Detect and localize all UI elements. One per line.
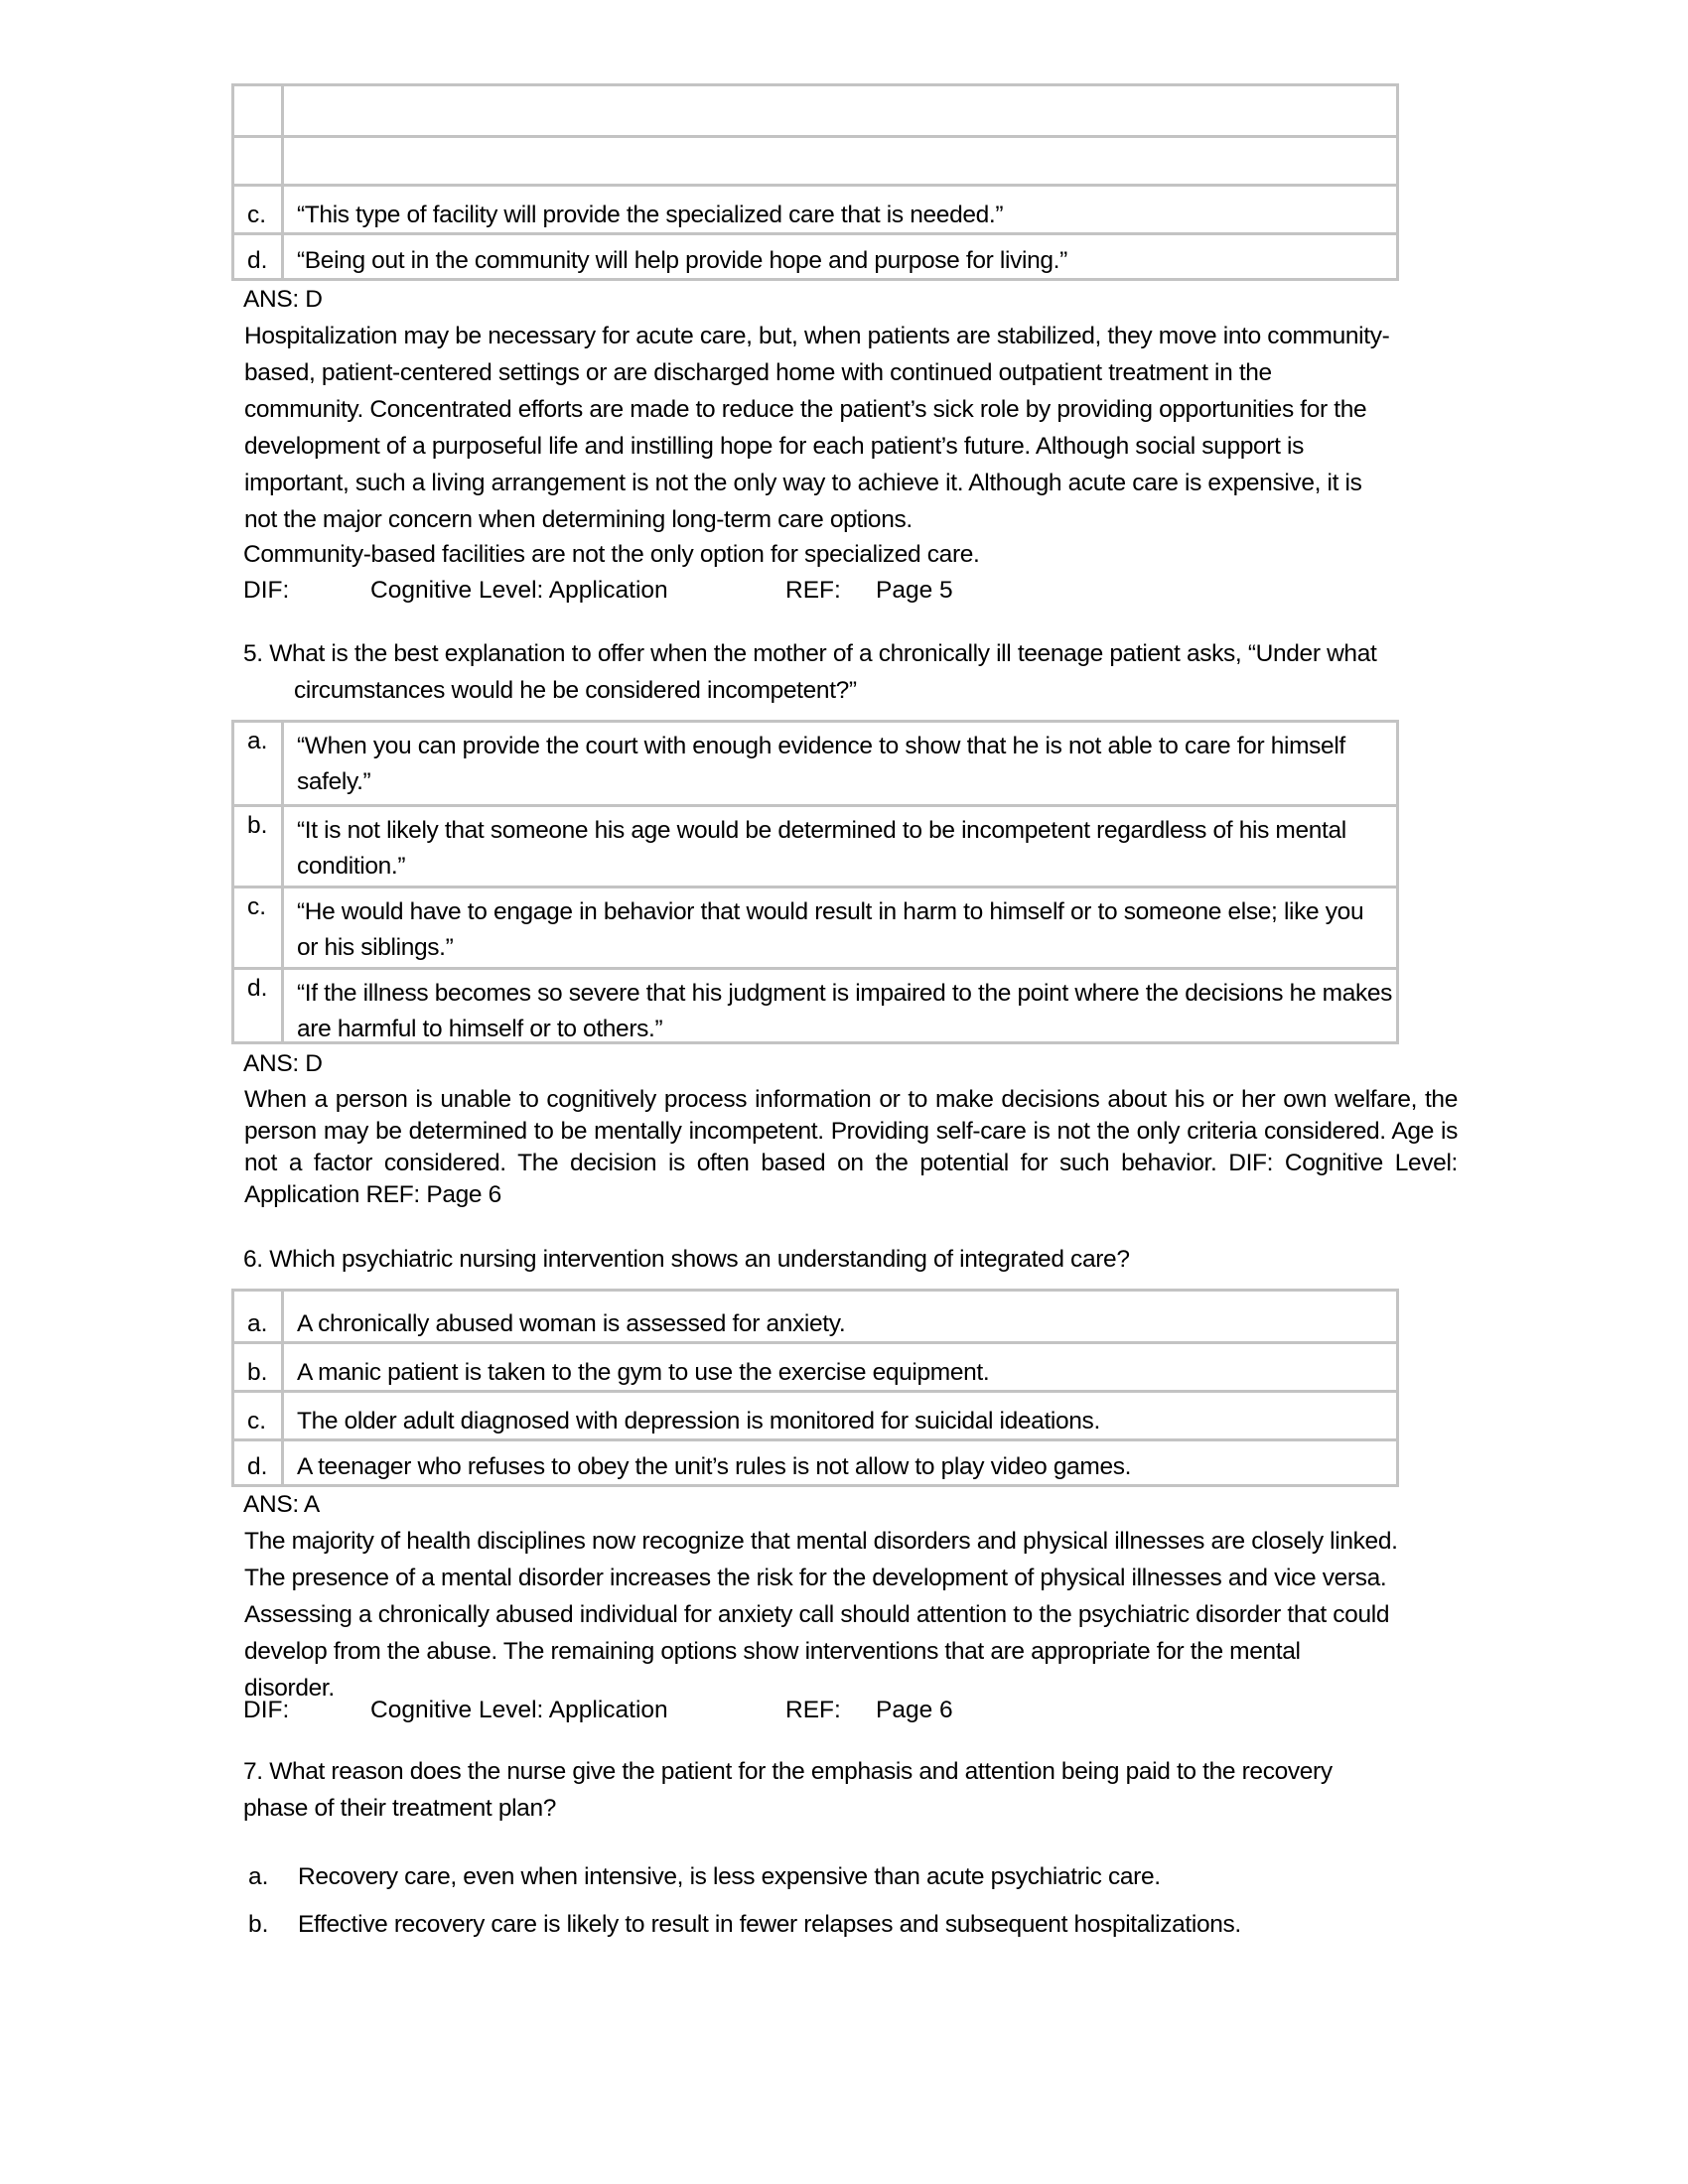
q6-option-c — [234, 1390, 1396, 1438]
q6-option-b — [234, 1341, 1396, 1390]
option-text — [297, 894, 1363, 966]
q6-question: 6. Which psychiatric nursing intervention shows an understanding of integrated care? — [243, 1246, 1130, 1273]
option-label: a. — [247, 728, 268, 754]
option-label: c. — [247, 202, 267, 228]
option-text: A chronically abused woman is assessed for anxiety. — [297, 1310, 846, 1337]
q4-rationale-extra: Community-based facilities are not the only option for specialized care. — [243, 541, 980, 568]
q5-question-cont: circumstances would he be considered incompetent?” — [294, 677, 857, 704]
rationale-line: based, patient-centered settings or are discharged home with continued outpatient treatment in the — [244, 359, 1272, 386]
q7-question-cont: phase of their treatment plan? — [243, 1795, 557, 1822]
option-label: c. — [247, 893, 267, 920]
option-label: a. — [247, 1310, 268, 1337]
option-text: “This type of facility will provide the specialized care that is needed.” — [297, 202, 1004, 228]
rationale-line: develop from the abuse. The remaining options show interventions that are appropriate for the mental — [244, 1638, 1301, 1665]
q4-option-row — [234, 86, 1396, 135]
q5-option-b — [234, 804, 1396, 886]
option-label: b. — [248, 1911, 269, 1938]
option-text-line: “When you can provide the court with enough evidence to show that he is not able to care for himself — [297, 733, 1345, 759]
option-text — [297, 976, 1392, 1047]
option-text-line: “He would have to engage in behavior that would result in harm to himself or to someone else; like you — [297, 898, 1364, 925]
rationale-line: Assessing a chronically abused individual for anxiety call should attention to the psychiatric disorder that could — [244, 1601, 1390, 1628]
q4-option-d — [234, 232, 1396, 278]
ref-label: REF: — [785, 1697, 841, 1723]
q4-rationale — [244, 318, 1389, 538]
option-text: The older adult diagnosed with depression is monitored for suicidal ideations. — [297, 1408, 1100, 1434]
rationale-line: Hospitalization may be necessary for acute care, but, when patients are stabilized, they move into community- — [244, 323, 1390, 349]
q6-options-table — [231, 1289, 1399, 1487]
option-label-cell — [234, 1393, 284, 1438]
rationale-line: development of a purposeful life and instilling hope for each patient’s future. Although social support is — [244, 433, 1305, 460]
option-label-cell — [234, 970, 284, 1044]
q6-option-d — [234, 1438, 1396, 1484]
option-text-line: “It is not likely that someone his age would be determined to be incompetent regardless of his mental — [297, 817, 1346, 844]
option-label-cell — [234, 723, 284, 804]
rationale-line: disorder. — [244, 1675, 335, 1702]
q5-option-d — [234, 967, 1396, 1044]
option-label-cell — [234, 1344, 284, 1390]
dif-value: Cognitive Level: Application — [370, 577, 668, 604]
option-label: c. — [247, 1408, 267, 1434]
option-label: b. — [247, 1359, 268, 1386]
q4-option-row — [234, 135, 1396, 184]
rationale-line: The majority of health disciplines now recognize that mental disorders and physical illnesses are closely linked. — [244, 1528, 1398, 1555]
q5-rationale: When a person is unable to cognitively process information or to make decisions about his or her own welfare, the person may be determined to be mentally incompetent. Providing self-care is not the only criteria considered. Age is not a factor considered. The decision is often based on the potential for such behavior. DIF: Cognitive Level: Application REF: Page 6 — [244, 1086, 1458, 1208]
option-label-cell — [234, 888, 284, 967]
option-label-cell — [234, 235, 284, 278]
q5-options-table — [231, 720, 1399, 1044]
option-label-cell — [234, 1292, 284, 1341]
option-label-cell — [234, 86, 284, 135]
q4-answer: ANS: D — [243, 286, 323, 313]
rationale-line: The presence of a mental disorder increases the risk for the development of physical illnesses and vice versa. — [244, 1565, 1387, 1591]
q4-option-c — [234, 184, 1396, 232]
q7-question: 7. What reason does the nurse give the patient for the emphasis and attention being paid to the recovery — [243, 1758, 1333, 1785]
option-text-line: “If the illness becomes so severe that his judgment is impaired to the point where the decisions he makes — [297, 980, 1393, 1007]
ref-value: Page 5 — [876, 577, 953, 604]
q6-option-a — [234, 1292, 1396, 1341]
option-label-cell — [234, 807, 284, 886]
ref-label: REF: — [785, 577, 841, 604]
option-text-line: safely.” — [297, 768, 371, 795]
option-text: Recovery care, even when intensive, is less expensive than acute psychiatric care. — [298, 1863, 1161, 1890]
option-text-line: or his siblings.” — [297, 934, 454, 961]
rationale-line: not the major concern when determining long-term care options. — [244, 506, 913, 533]
dif-label: DIF: — [243, 1697, 290, 1723]
option-label: d. — [247, 1453, 268, 1480]
option-label: d. — [247, 975, 268, 1002]
q4-options-table — [231, 83, 1399, 281]
q5-option-c — [234, 886, 1396, 967]
q5-answer: ANS: D — [243, 1050, 323, 1077]
option-label-cell — [234, 187, 284, 232]
q5-option-a — [234, 723, 1396, 804]
option-label-cell — [234, 138, 284, 184]
option-label: a. — [248, 1863, 269, 1890]
option-text — [297, 729, 1345, 800]
option-text: Effective recovery care is likely to result in fewer relapses and subsequent hospitalizations. — [298, 1911, 1241, 1938]
rationale-line: important, such a living arrangement is not the only way to achieve it. Although acute care is expensive, it is — [244, 470, 1362, 496]
dif-label: DIF: — [243, 577, 290, 604]
q5-question: 5. What is the best explanation to offer when the mother of a chronically ill teenage patient asks, “Under what — [243, 640, 1377, 667]
option-text — [297, 813, 1346, 885]
option-text-line: are harmful to himself or to others.” — [297, 1016, 663, 1042]
option-label: b. — [247, 812, 268, 839]
rationale-line: community. Concentrated efforts are made to reduce the patient’s sick role by providing opportunities for the — [244, 396, 1367, 423]
option-text: “Being out in the community will help provide hope and purpose for living.” — [297, 247, 1067, 274]
option-text: A manic patient is taken to the gym to use the exercise equipment. — [297, 1359, 990, 1386]
q6-answer: ANS: A — [243, 1491, 320, 1518]
dif-value: Cognitive Level: Application — [370, 1697, 668, 1723]
option-label-cell — [234, 1441, 284, 1484]
option-text: A teenager who refuses to obey the unit’s rules is not allow to play video games. — [297, 1453, 1132, 1480]
ref-value: Page 6 — [876, 1697, 953, 1723]
q6-rationale — [244, 1523, 1398, 1706]
option-text-line: condition.” — [297, 853, 406, 880]
option-label: d. — [247, 247, 268, 274]
